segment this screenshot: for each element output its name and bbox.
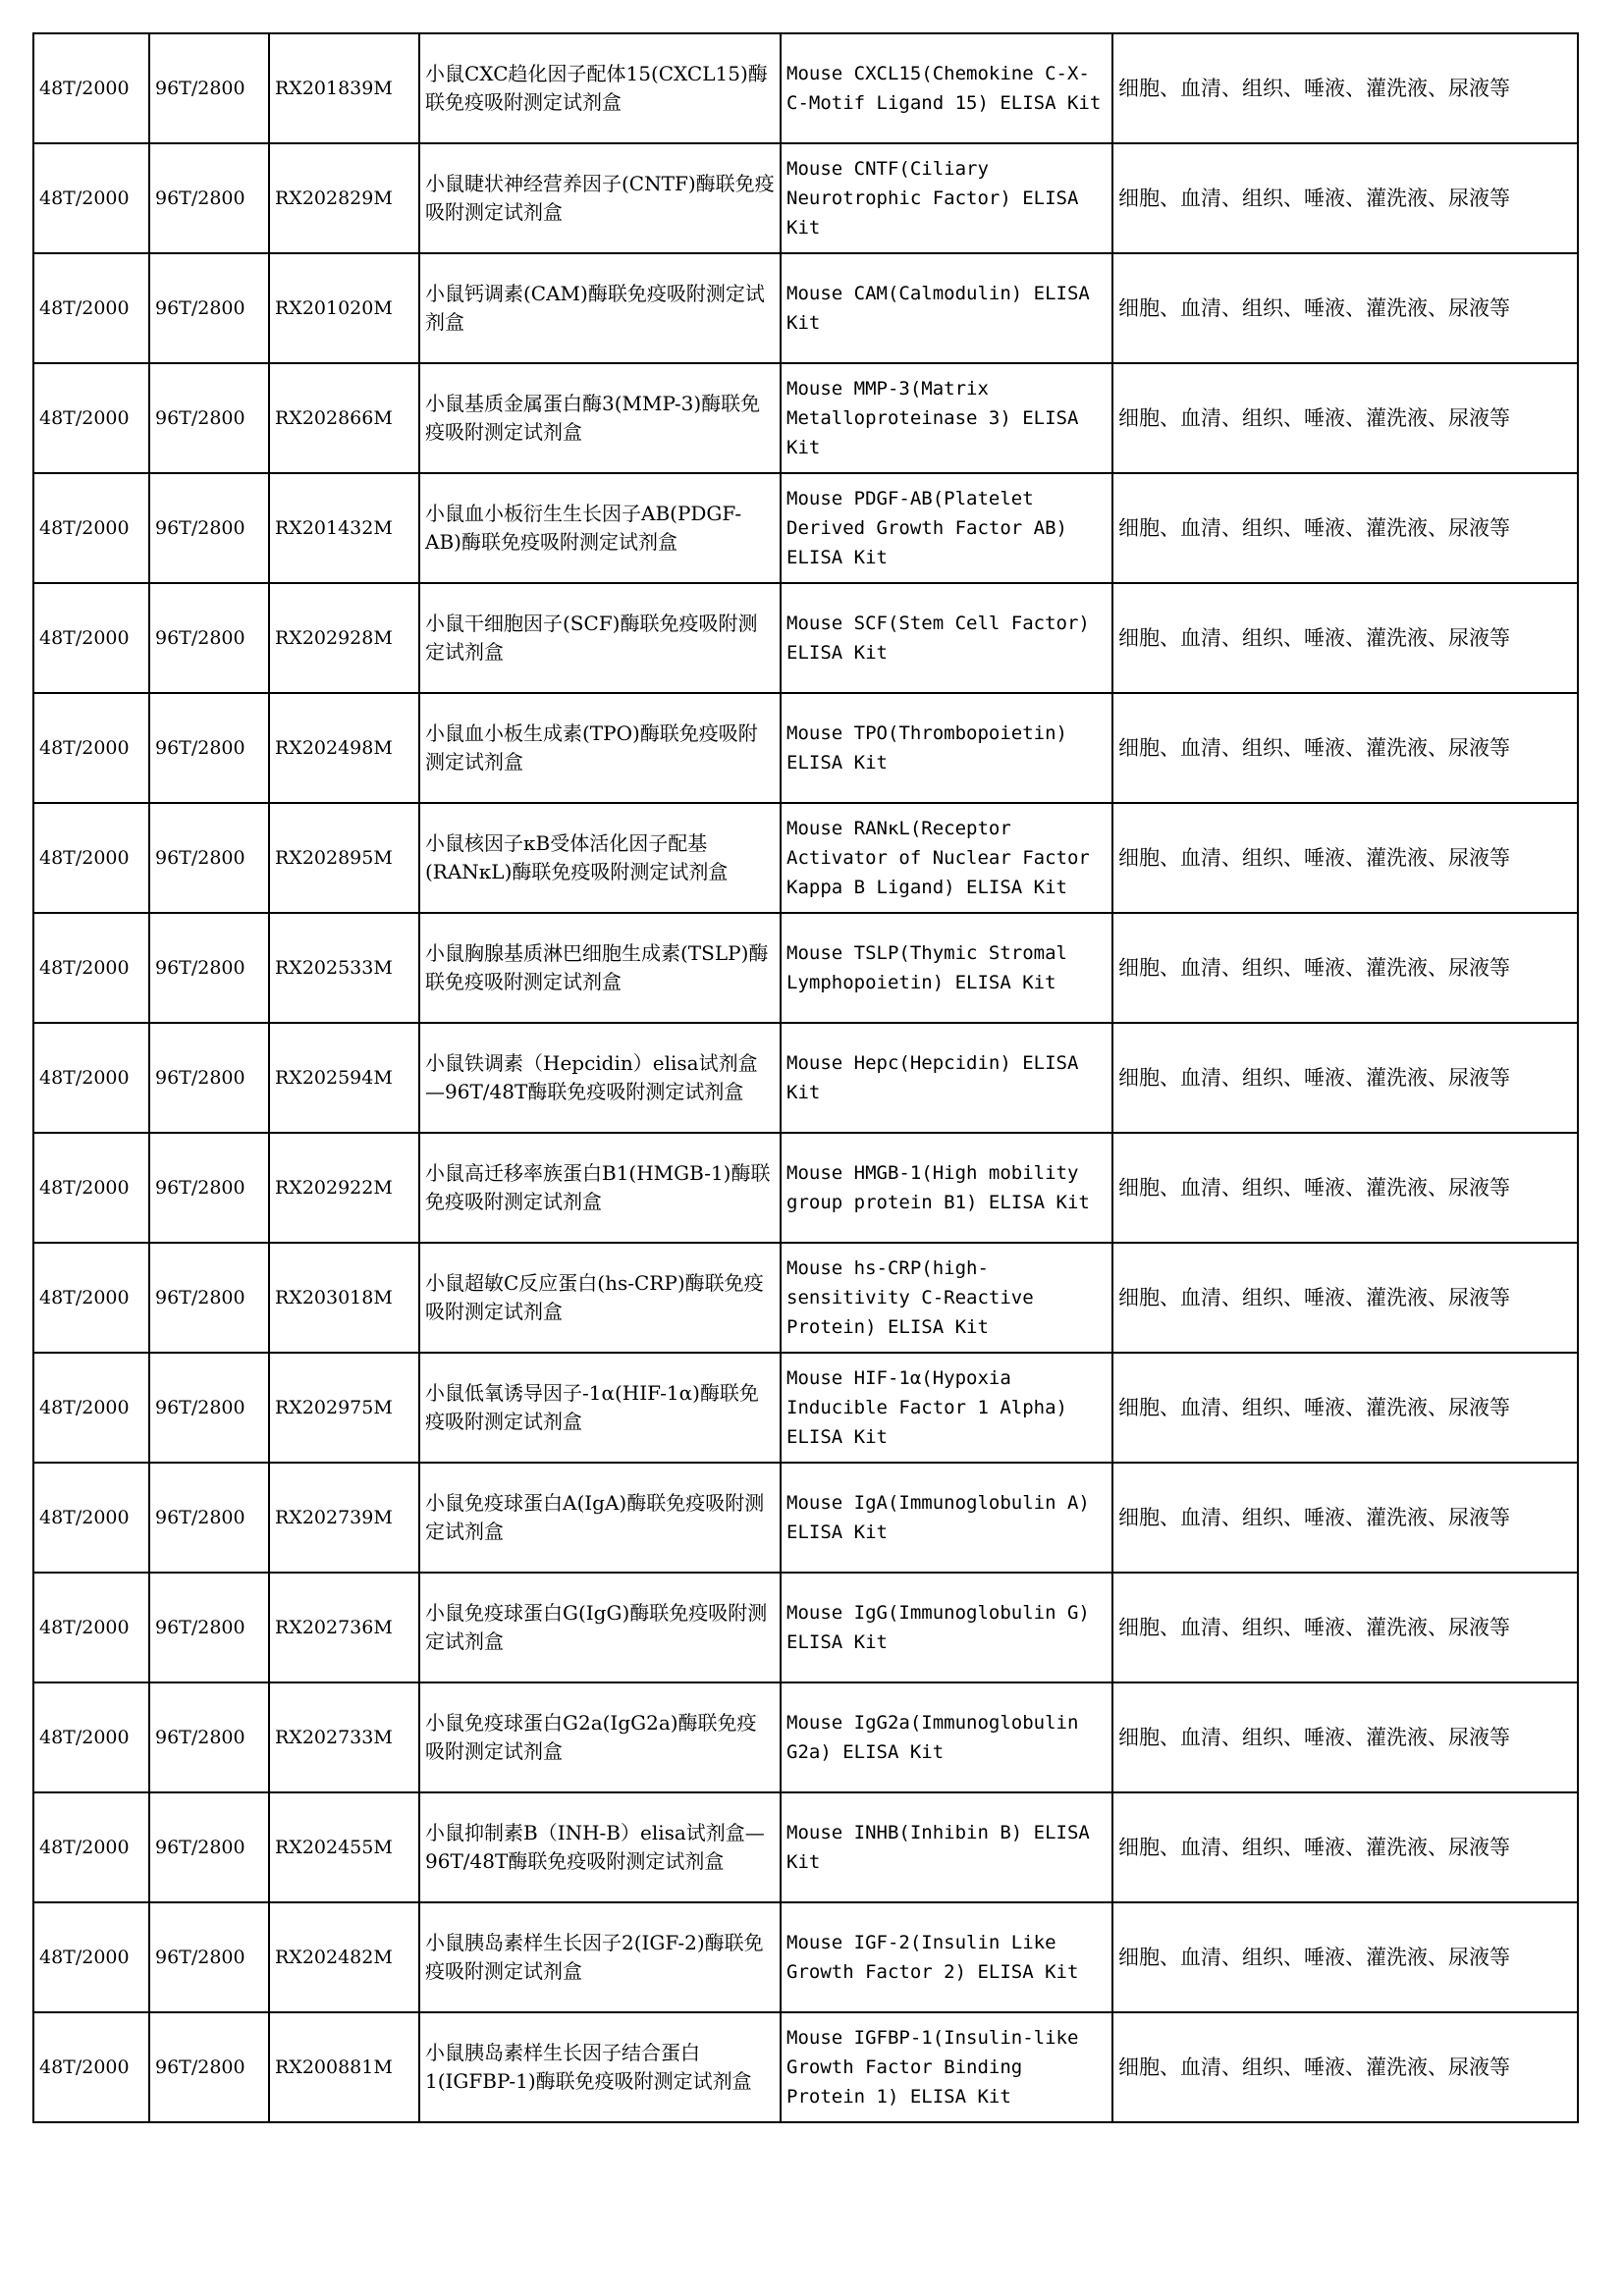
- sample-types: 细胞、血清、组织、唾液、灌洗液、尿液等: [1112, 363, 1578, 473]
- chinese-product-name: 小鼠干细胞因子(SCF)酶联免疫吸附测定试剂盒: [419, 583, 781, 693]
- table-row: [33, 583, 1578, 693]
- sample-types: 细胞、血清、组织、唾液、灌洗液、尿液等: [1112, 473, 1578, 583]
- table-row: [33, 473, 1578, 583]
- chinese-product-name: 小鼠核因子κB受体活化因子配基(RANκL)酶联免疫吸附测定试剂盒: [419, 803, 781, 913]
- small-pack-price: 48T/2000: [33, 1353, 149, 1463]
- chinese-product-name: 小鼠基质金属蛋白酶3(MMP-3)酶联免疫吸附测定试剂盒: [419, 363, 781, 473]
- table-row: [33, 803, 1578, 913]
- catalog-number: RX201432M: [269, 473, 419, 583]
- table-row: [33, 1792, 1578, 1902]
- small-pack-price: 48T/2000: [33, 143, 149, 253]
- small-pack-price: 48T/2000: [33, 1023, 149, 1133]
- kit-table: [32, 32, 1579, 2123]
- large-pack-price: 96T/2800: [149, 693, 269, 803]
- catalog-number: RX201020M: [269, 253, 419, 363]
- english-product-name: Mouse IGFBP-1(Insulin-like Growth Factor Binding Protein 1) ELISA Kit: [781, 2012, 1112, 2122]
- table-row: [33, 363, 1578, 473]
- english-product-name: Mouse CXCL15(Chemokine C-X-C-Motif Ligand 15) ELISA Kit: [781, 33, 1112, 143]
- chinese-product-name: 小鼠高迁移率族蛋白B1(HMGB-1)酶联免疫吸附测定试剂盒: [419, 1133, 781, 1243]
- small-pack-price: 48T/2000: [33, 363, 149, 473]
- small-pack-price: 48T/2000: [33, 1682, 149, 1792]
- table-row: [33, 693, 1578, 803]
- chinese-product-name: 小鼠睫状神经营养因子(CNTF)酶联免疫吸附测定试剂盒: [419, 143, 781, 253]
- sample-types: 细胞、血清、组织、唾液、灌洗液、尿液等: [1112, 143, 1578, 253]
- catalog-number: RX201839M: [269, 33, 419, 143]
- catalog-number: RX202895M: [269, 803, 419, 913]
- chinese-product-name: 小鼠铁调素（Hepcidin）elisa试剂盒—96T/48T酶联免疫吸附测定试剂盒: [419, 1023, 781, 1133]
- chinese-product-name: 小鼠抑制素B（INH-B）elisa试剂盒—96T/48T酶联免疫吸附测定试剂盒: [419, 1792, 781, 1902]
- large-pack-price: 96T/2800: [149, 1573, 269, 1682]
- table-row: [33, 33, 1578, 143]
- catalog-number: RX200881M: [269, 2012, 419, 2122]
- product-sheet: [32, 32, 1577, 2123]
- catalog-number: RX202533M: [269, 913, 419, 1023]
- english-product-name: Mouse INHB(Inhibin B) ELISA Kit: [781, 1792, 1112, 1902]
- chinese-product-name: 小鼠CXC趋化因子配体15(CXCL15)酶联免疫吸附测定试剂盒: [419, 33, 781, 143]
- english-product-name: Mouse TSLP(Thymic Stromal Lymphopoietin) ELISA Kit: [781, 913, 1112, 1023]
- sample-types: 细胞、血清、组织、唾液、灌洗液、尿液等: [1112, 583, 1578, 693]
- large-pack-price: 96T/2800: [149, 803, 269, 913]
- table-row: [33, 913, 1578, 1023]
- catalog-number: RX202739M: [269, 1463, 419, 1573]
- table-row: [33, 1463, 1578, 1573]
- sample-types: 细胞、血清、组织、唾液、灌洗液、尿液等: [1112, 913, 1578, 1023]
- large-pack-price: 96T/2800: [149, 363, 269, 473]
- small-pack-price: 48T/2000: [33, 1243, 149, 1353]
- english-product-name: Mouse RANκL(Receptor Activator of Nuclear Factor Kappa B Ligand) ELISA Kit: [781, 803, 1112, 913]
- chinese-product-name: 小鼠胰岛素样生长因子结合蛋白1(IGFBP-1)酶联免疫吸附测定试剂盒: [419, 2012, 781, 2122]
- sample-types: 细胞、血清、组织、唾液、灌洗液、尿液等: [1112, 803, 1578, 913]
- english-product-name: Mouse MMP-3(Matrix Metalloproteinase 3) ELISA Kit: [781, 363, 1112, 473]
- small-pack-price: 48T/2000: [33, 1792, 149, 1902]
- english-product-name: Mouse CAM(Calmodulin) ELISA Kit: [781, 253, 1112, 363]
- sample-types: 细胞、血清、组织、唾液、灌洗液、尿液等: [1112, 1463, 1578, 1573]
- small-pack-price: 48T/2000: [33, 1902, 149, 2012]
- small-pack-price: 48T/2000: [33, 2012, 149, 2122]
- large-pack-price: 96T/2800: [149, 913, 269, 1023]
- catalog-number: RX202482M: [269, 1902, 419, 2012]
- small-pack-price: 48T/2000: [33, 583, 149, 693]
- small-pack-price: 48T/2000: [33, 803, 149, 913]
- catalog-number: RX202594M: [269, 1023, 419, 1133]
- english-product-name: Mouse IgG2a(Immunoglobulin G2a) ELISA Kit: [781, 1682, 1112, 1792]
- large-pack-price: 96T/2800: [149, 1023, 269, 1133]
- table-row: [33, 1573, 1578, 1682]
- small-pack-price: 48T/2000: [33, 33, 149, 143]
- small-pack-price: 48T/2000: [33, 1573, 149, 1682]
- chinese-product-name: 小鼠胰岛素样生长因子2(IGF-2)酶联免疫吸附测定试剂盒: [419, 1902, 781, 2012]
- large-pack-price: 96T/2800: [149, 1463, 269, 1573]
- small-pack-price: 48T/2000: [33, 1133, 149, 1243]
- large-pack-price: 96T/2800: [149, 583, 269, 693]
- sample-types: 细胞、血清、组织、唾液、灌洗液、尿液等: [1112, 2012, 1578, 2122]
- sample-types: 细胞、血清、组织、唾液、灌洗液、尿液等: [1112, 1133, 1578, 1243]
- large-pack-price: 96T/2800: [149, 1243, 269, 1353]
- english-product-name: Mouse TPO(Thrombopoietin) ELISA Kit: [781, 693, 1112, 803]
- large-pack-price: 96T/2800: [149, 473, 269, 583]
- kit-table-body: [33, 33, 1578, 2122]
- table-row: [33, 253, 1578, 363]
- large-pack-price: 96T/2800: [149, 253, 269, 363]
- english-product-name: Mouse SCF(Stem Cell Factor) ELISA Kit: [781, 583, 1112, 693]
- large-pack-price: 96T/2800: [149, 1792, 269, 1902]
- chinese-product-name: 小鼠血小板生成素(TPO)酶联免疫吸附测定试剂盒: [419, 693, 781, 803]
- english-product-name: Mouse CNTF(Ciliary Neurotrophic Factor) ELISA Kit: [781, 143, 1112, 253]
- table-row: [33, 1243, 1578, 1353]
- chinese-product-name: 小鼠胸腺基质淋巴细胞生成素(TSLP)酶联免疫吸附测定试剂盒: [419, 913, 781, 1023]
- english-product-name: Mouse HMGB-1(High mobility group protein B1) ELISA Kit: [781, 1133, 1112, 1243]
- chinese-product-name: 小鼠血小板衍生生长因子AB(PDGF-AB)酶联免疫吸附测定试剂盒: [419, 473, 781, 583]
- catalog-number: RX202829M: [269, 143, 419, 253]
- small-pack-price: 48T/2000: [33, 913, 149, 1023]
- large-pack-price: 96T/2800: [149, 2012, 269, 2122]
- sample-types: 细胞、血清、组织、唾液、灌洗液、尿液等: [1112, 1902, 1578, 2012]
- small-pack-price: 48T/2000: [33, 693, 149, 803]
- english-product-name: Mouse Hepc(Hepcidin) ELISA Kit: [781, 1023, 1112, 1133]
- large-pack-price: 96T/2800: [149, 1682, 269, 1792]
- table-row: [33, 1682, 1578, 1792]
- catalog-number: RX202455M: [269, 1792, 419, 1902]
- table-row: [33, 1353, 1578, 1463]
- sample-types: 细胞、血清、组织、唾液、灌洗液、尿液等: [1112, 33, 1578, 143]
- small-pack-price: 48T/2000: [33, 473, 149, 583]
- sample-types: 细胞、血清、组织、唾液、灌洗液、尿液等: [1112, 1682, 1578, 1792]
- table-row: [33, 143, 1578, 253]
- english-product-name: Mouse IgG(Immunoglobulin G) ELISA Kit: [781, 1573, 1112, 1682]
- chinese-product-name: 小鼠钙调素(CAM)酶联免疫吸附测定试剂盒: [419, 253, 781, 363]
- catalog-number: RX202736M: [269, 1573, 419, 1682]
- english-product-name: Mouse IGF-2(Insulin Like Growth Factor 2) ELISA Kit: [781, 1902, 1112, 2012]
- table-row: [33, 2012, 1578, 2122]
- chinese-product-name: 小鼠免疫球蛋白A(IgA)酶联免疫吸附测定试剂盒: [419, 1463, 781, 1573]
- sample-types: 细胞、血清、组织、唾液、灌洗液、尿液等: [1112, 1023, 1578, 1133]
- catalog-number: RX203018M: [269, 1243, 419, 1353]
- large-pack-price: 96T/2800: [149, 143, 269, 253]
- sample-types: 细胞、血清、组织、唾液、灌洗液、尿液等: [1112, 1243, 1578, 1353]
- small-pack-price: 48T/2000: [33, 253, 149, 363]
- large-pack-price: 96T/2800: [149, 33, 269, 143]
- sample-types: 细胞、血清、组织、唾液、灌洗液、尿液等: [1112, 1353, 1578, 1463]
- chinese-product-name: 小鼠低氧诱导因子-1α(HIF-1α)酶联免疫吸附测定试剂盒: [419, 1353, 781, 1463]
- english-product-name: Mouse IgA(Immunoglobulin A) ELISA Kit: [781, 1463, 1112, 1573]
- table-row: [33, 1133, 1578, 1243]
- table-row: [33, 1902, 1578, 2012]
- chinese-product-name: 小鼠免疫球蛋白G2a(IgG2a)酶联免疫吸附测定试剂盒: [419, 1682, 781, 1792]
- catalog-number: RX202498M: [269, 693, 419, 803]
- sample-types: 细胞、血清、组织、唾液、灌洗液、尿液等: [1112, 693, 1578, 803]
- english-product-name: Mouse hs-CRP(high-sensitivity C-Reactive Protein) ELISA Kit: [781, 1243, 1112, 1353]
- chinese-product-name: 小鼠免疫球蛋白G(IgG)酶联免疫吸附测定试剂盒: [419, 1573, 781, 1682]
- catalog-number: RX202922M: [269, 1133, 419, 1243]
- english-product-name: Mouse HIF-1α(Hypoxia Inducible Factor 1 Alpha) ELISA Kit: [781, 1353, 1112, 1463]
- large-pack-price: 96T/2800: [149, 1353, 269, 1463]
- chinese-product-name: 小鼠超敏C反应蛋白(hs-CRP)酶联免疫吸附测定试剂盒: [419, 1243, 781, 1353]
- small-pack-price: 48T/2000: [33, 1463, 149, 1573]
- catalog-number: RX202866M: [269, 363, 419, 473]
- catalog-number: RX202975M: [269, 1353, 419, 1463]
- catalog-number: RX202928M: [269, 583, 419, 693]
- sample-types: 细胞、血清、组织、唾液、灌洗液、尿液等: [1112, 1573, 1578, 1682]
- table-row: [33, 1023, 1578, 1133]
- large-pack-price: 96T/2800: [149, 1133, 269, 1243]
- sample-types: 细胞、血清、组织、唾液、灌洗液、尿液等: [1112, 1792, 1578, 1902]
- large-pack-price: 96T/2800: [149, 1902, 269, 2012]
- catalog-number: RX202733M: [269, 1682, 419, 1792]
- english-product-name: Mouse PDGF-AB(Platelet Derived Growth Factor AB) ELISA Kit: [781, 473, 1112, 583]
- sample-types: 细胞、血清、组织、唾液、灌洗液、尿液等: [1112, 253, 1578, 363]
